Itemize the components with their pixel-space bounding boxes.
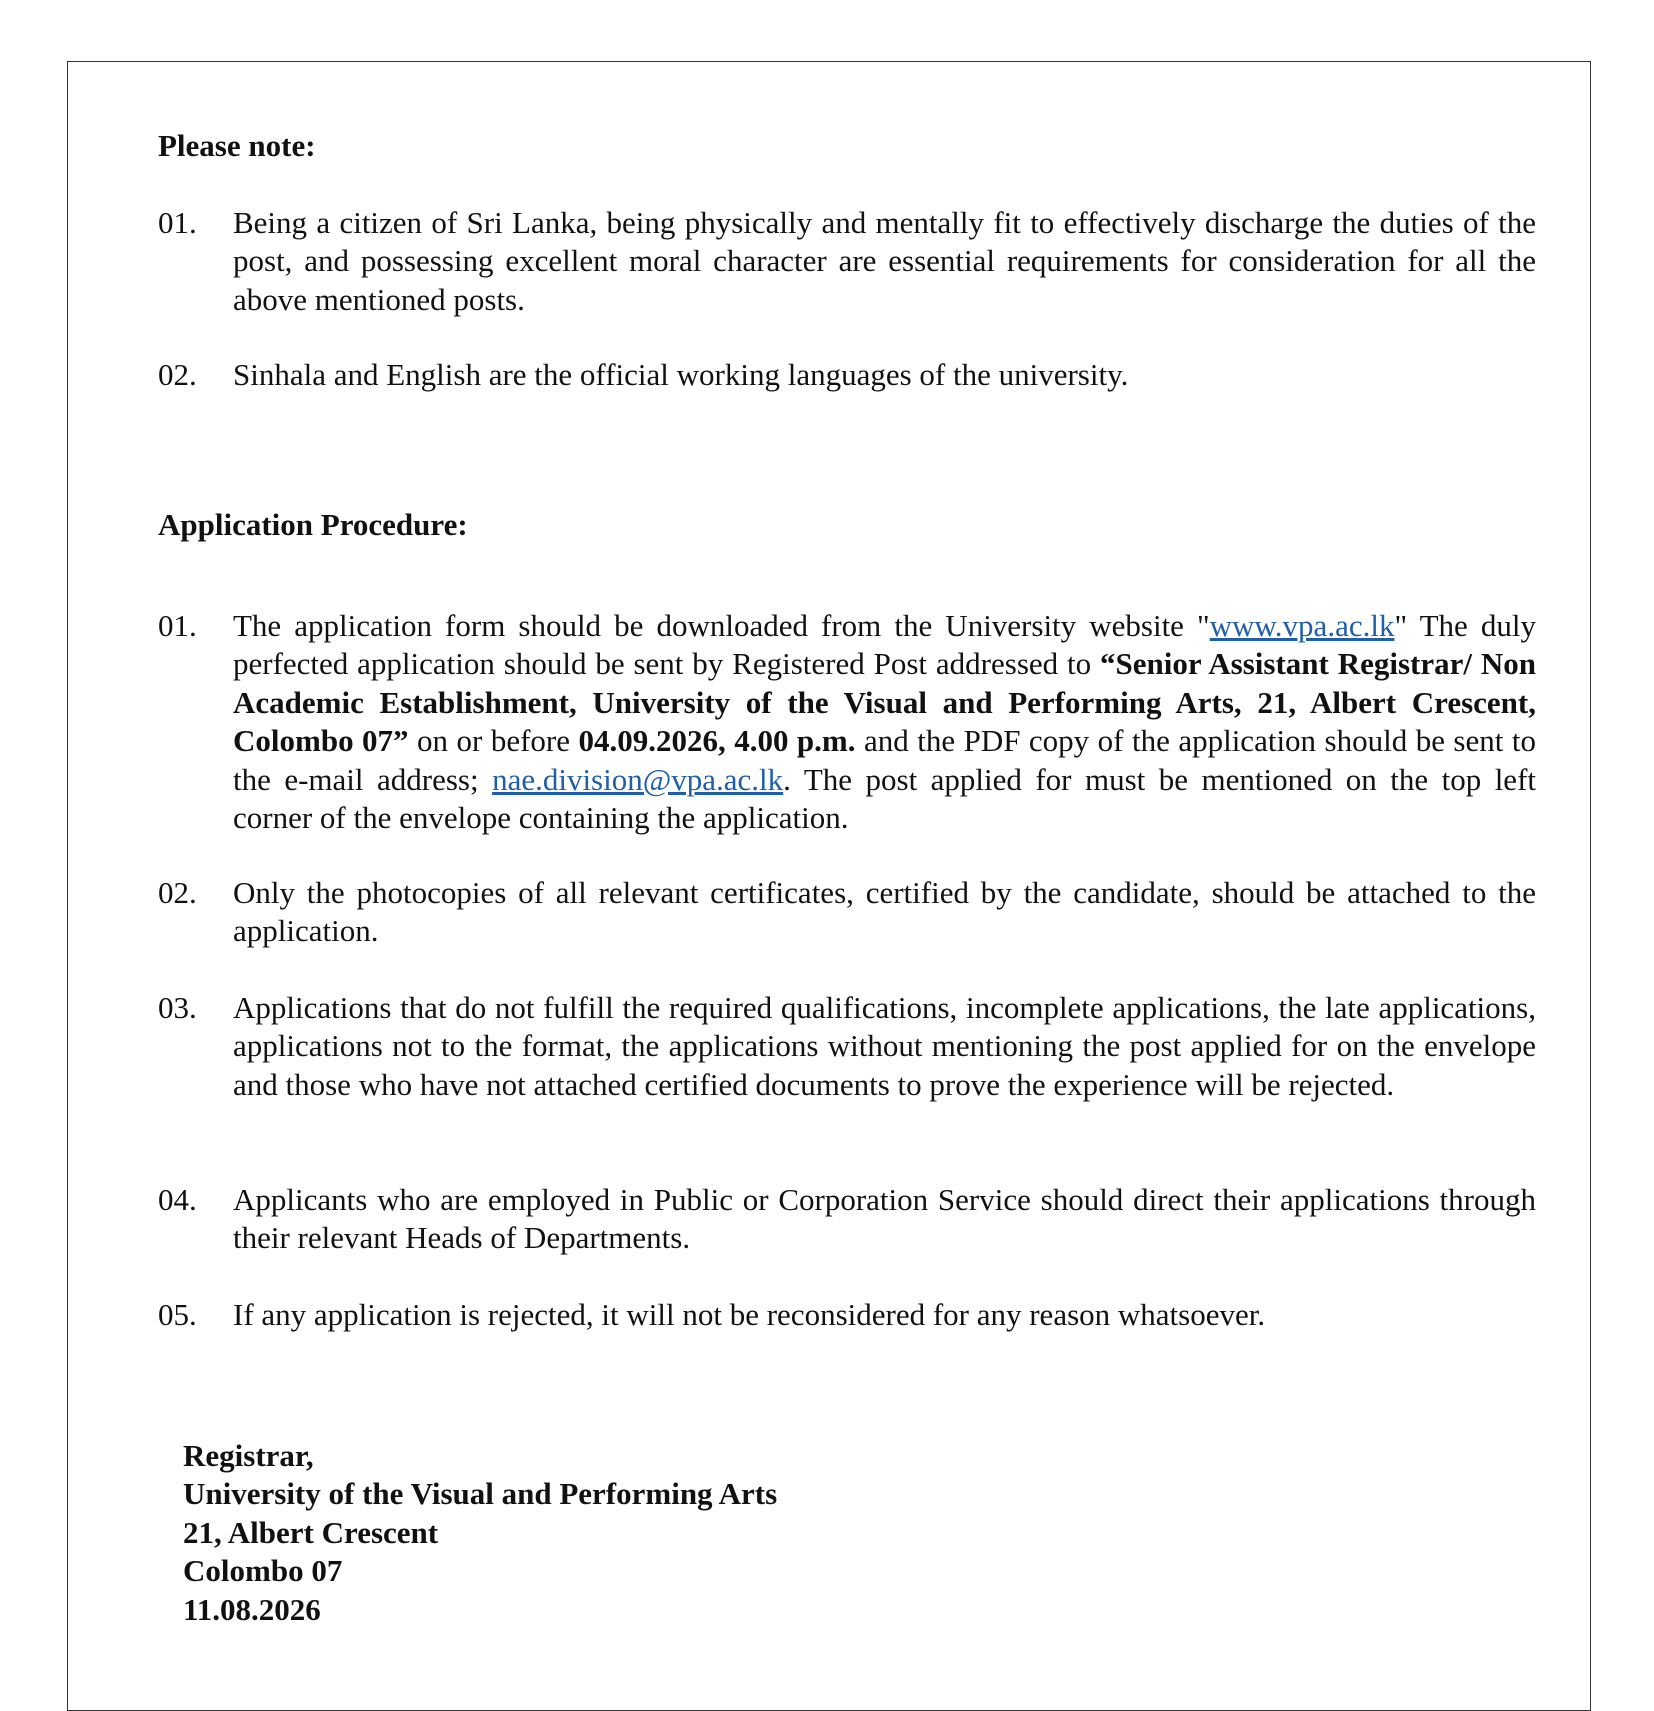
procedure-item-text: Applications that do not fulfill the required qualifications, incomplete applications, the late applications, applications not to the format, the applications without mentioning the post applied for on the envelope and those who have not attached certified documents to prove the experience will be rejected. [233,990,1536,1102]
procedure-item-2 [158,874,1536,951]
signatory-title: Registrar, [183,1438,314,1473]
note-item-1 [158,204,1536,319]
text-segment: and the PDF copy of the application should be sent to the e-mail address; [233,723,1536,797]
postal-address: “Senior Assistant Registrar/ Non Academic Establishment, University of the Visual and Performing Arts, 21, Albert Crescent, Colombo 07” [233,646,1536,759]
note-item-text: Sinhala and English are the official working languages of the university. [233,357,1129,392]
procedure-item-text [233,607,1536,837]
signature-block [183,1437,777,1629]
text-segment: " The duly perfected application should be sent by Registered Post addressed to [233,608,1536,682]
note-item-text: Being a citizen of Sri Lanka, being physically and mentally fit to effectively discharge the duties of the post, and possessing excellent moral character are essential requirements for consideration for all the above mentioned posts. [233,205,1536,317]
procedure-item-number: 04. [158,1182,197,1217]
note-item-2 [158,356,1536,394]
procedure-item-text: Applicants who are employed in Public or Corporation Service should direct their applications through their relevant Heads of Departments. [233,1182,1536,1256]
email-link[interactable]: nae.division@vpa.ac.lk [492,761,784,797]
institution-name: University of the Visual and Performing Arts [183,1476,778,1512]
procedure-item-1 [158,607,1536,837]
procedure-item-text: If any application is rejected, it will not be reconsidered for any reason whatsoever. [233,1297,1266,1332]
please-note-heading: Please note: [158,128,316,163]
city: Colombo 07 [183,1553,343,1589]
note-item-number: 02. [158,357,197,392]
procedure-item-3 [158,989,1536,1104]
street-address: 21, Albert Crescent [183,1514,439,1550]
procedure-item-text: Only the photocopies of all relevant certificates, certified by the candidate, should be attached to the application. [233,875,1536,949]
procedure-item-number: 03. [158,990,197,1025]
website-link[interactable]: www.vpa.ac.lk [1209,608,1395,643]
signature-date: 11.08.2026 [183,1591,321,1627]
procedure-item-5 [158,1296,1536,1334]
procedure-item-number: 01. [158,608,197,643]
text-segment: . The post applied for must be mentioned on the top left corner of the envelope containing the application. [233,761,1537,836]
procedure-item-number: 05. [158,1297,197,1332]
procedure-item-4 [158,1181,1536,1258]
application-procedure-heading: Application Procedure: [158,507,468,542]
text-segment: on or before [408,723,579,759]
procedure-item-number: 02. [158,875,197,910]
note-item-number: 01. [158,205,197,240]
deadline: 04.09.2026, 4.00 p.m. [578,723,856,759]
text-segment: The application form should be downloaded from the University website " [233,608,1210,643]
